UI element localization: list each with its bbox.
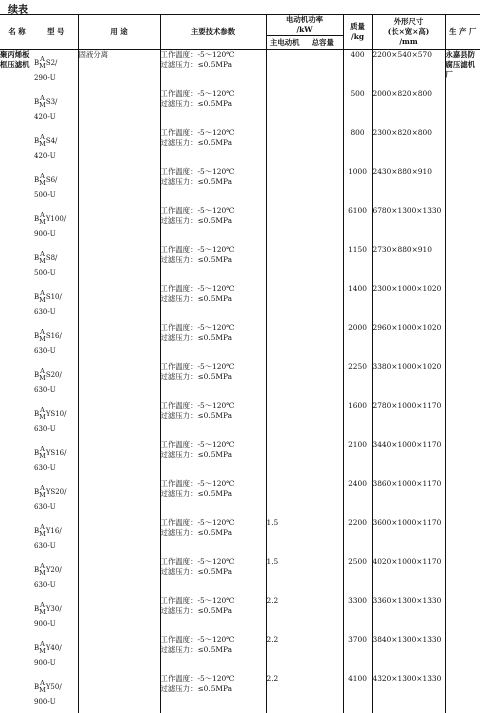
main-motor-cell <box>266 284 303 323</box>
model-stack <box>39 251 46 265</box>
filter-pressure: 过滤压力：≤0.5MPa <box>160 293 233 303</box>
working-temperature: 工作温度：-5～120℃ <box>160 478 235 488</box>
model-tail: 630-U <box>34 307 56 316</box>
working-temperature: 工作温度：-5～120℃ <box>160 595 235 605</box>
model-tail: 900-U <box>34 229 56 238</box>
total-capacity-cell <box>303 557 343 596</box>
dimensions-cell: 2200×540×570 <box>372 50 445 89</box>
mass-cell: 2500 <box>343 557 372 596</box>
total-capacity-cell <box>303 479 343 518</box>
model-code <box>34 206 66 239</box>
model-subscript: M <box>39 256 46 265</box>
dimensions-cell: 4320×1300×1330 <box>372 674 445 713</box>
model-tail: 630-U <box>34 424 56 433</box>
model-tail: 420-U <box>34 112 56 121</box>
header-model: 型 号 <box>34 15 78 50</box>
filter-pressure: 过滤压力：≤0.5MPa <box>160 332 233 342</box>
model-code <box>34 596 62 629</box>
model-tail: 500-U <box>34 190 56 199</box>
main-motor-cell: 2.2 <box>266 634 279 644</box>
model-tail: 630-U <box>34 502 56 511</box>
table-row <box>0 245 480 284</box>
main-motor-cell <box>266 50 303 89</box>
model-prefix: B <box>34 136 40 145</box>
total-capacity-cell <box>303 89 343 128</box>
working-temperature: 工作温度：-5～120℃ <box>160 400 235 410</box>
main-motor-cell: 1.5 <box>266 556 279 566</box>
model-cell <box>34 284 78 323</box>
model-stack <box>39 680 46 694</box>
mass-cell: 3300 <box>343 596 372 635</box>
total-capacity-cell <box>303 596 343 635</box>
dimensions-cell: 2000×820×800 <box>372 89 445 128</box>
table-row <box>0 596 480 635</box>
model-prefix: B <box>34 292 40 301</box>
dimensions-cell: 2780×1000×1170 <box>372 401 445 440</box>
working-temperature: 工作温度：-5～120℃ <box>160 50 235 59</box>
total-capacity-cell <box>303 206 343 245</box>
model-prefix: B <box>34 331 40 340</box>
dimensions-cell: 3600×1000×1170 <box>372 518 445 557</box>
filter-pressure: 过滤压力：≤0.5MPa <box>160 60 233 69</box>
header-main-motor: 主电动机 <box>266 36 303 50</box>
model-suffix: Y40/ <box>45 643 62 652</box>
working-temperature: 工作温度：-5～120℃ <box>160 322 235 332</box>
model-cell <box>34 635 78 674</box>
model-stack <box>39 407 46 421</box>
model-cell <box>34 128 78 167</box>
model-code <box>34 440 67 473</box>
params-cell <box>160 50 266 89</box>
model-stack <box>39 290 46 304</box>
main-motor-cell <box>266 167 303 206</box>
model-suffix: S8/ <box>45 253 58 262</box>
model-prefix: B <box>34 682 40 691</box>
model-prefix: B <box>34 526 40 535</box>
header-params: 主要技术参数 <box>160 15 266 50</box>
model-tail: 420-U <box>34 151 56 160</box>
params-cell <box>160 635 266 674</box>
model-cell <box>34 596 78 635</box>
params-cell <box>160 167 266 206</box>
params-cell <box>160 323 266 362</box>
manufacturer-cell: 永嘉县防腐压滤机厂 <box>445 50 476 79</box>
filter-pressure: 过滤压力：≤0.5MPa <box>160 137 233 147</box>
total-capacity-cell <box>303 284 343 323</box>
dimensions-cell: 4020×1000×1170 <box>372 557 445 596</box>
params-cell <box>160 362 266 401</box>
working-temperature: 工作温度：-5～120℃ <box>160 283 235 293</box>
filter-pressure: 过滤压力：≤0.5MPa <box>160 527 233 537</box>
model-subscript: M <box>39 529 46 538</box>
header-total-capacity: 总容量 <box>303 36 343 50</box>
table-row <box>0 128 480 167</box>
model-tail: 900-U <box>34 697 56 706</box>
dimensions-cell: 2300×1000×1020 <box>372 284 445 323</box>
model-subscript: M <box>39 685 46 694</box>
model-suffix: S2/ <box>45 59 58 67</box>
model-prefix: B <box>34 565 40 574</box>
model-superscript: A <box>40 327 45 336</box>
params-cell <box>160 206 266 245</box>
model-cell <box>34 440 78 479</box>
total-capacity-cell <box>303 635 343 674</box>
model-code <box>34 167 57 200</box>
main-motor-cell <box>266 362 303 401</box>
model-subscript: M <box>39 568 46 577</box>
model-subscript: M <box>39 100 46 109</box>
model-subscript: M <box>39 139 46 148</box>
header-use: 用 途 <box>78 15 160 50</box>
model-cell <box>34 245 78 284</box>
table-row <box>0 440 480 479</box>
params-cell <box>160 245 266 284</box>
model-tail: 500-U <box>34 268 56 277</box>
model-tail: 290-U <box>34 74 56 82</box>
mass-cell: 400 <box>343 50 372 89</box>
model-prefix: B <box>34 604 40 613</box>
model-subscript: M <box>39 178 46 187</box>
working-temperature: 工作温度：-5～120℃ <box>160 634 235 644</box>
model-tail: 630-U <box>34 385 56 394</box>
working-temperature: 工作温度：-5～120℃ <box>160 361 235 371</box>
working-temperature: 工作温度：-5～120℃ <box>160 244 235 254</box>
table-row <box>0 479 480 518</box>
working-temperature: 工作温度：-5～120℃ <box>160 673 235 683</box>
model-superscript: A <box>40 93 45 102</box>
model-superscript: A <box>40 639 45 648</box>
dimensions-cell: 3840×1300×1330 <box>372 635 445 674</box>
header-name: 名 称 <box>0 15 34 50</box>
model-cell <box>34 479 78 518</box>
model-code <box>34 518 62 551</box>
header-manufacturer: 生 产 厂 <box>445 15 480 50</box>
use-cell: 固液分离 <box>78 50 160 713</box>
dimensions-cell: 3860×1000×1170 <box>372 479 445 518</box>
filter-pressure: 过滤压力：≤0.5MPa <box>160 215 233 225</box>
mass-cell: 800 <box>343 128 372 167</box>
filter-pressure: 过滤压力：≤0.5MPa <box>160 254 233 264</box>
model-code <box>34 401 67 434</box>
params-cell <box>160 479 266 518</box>
model-suffix: YS16/ <box>45 448 67 457</box>
filter-pressure: 过滤压力：≤0.5MPa <box>160 488 233 498</box>
total-capacity-cell <box>303 362 343 401</box>
model-superscript: A <box>40 444 45 453</box>
mass-cell: 1400 <box>343 284 372 323</box>
model-cell <box>34 167 78 206</box>
model-cell <box>34 518 78 557</box>
model-tail: 900-U <box>34 658 56 667</box>
total-capacity-cell <box>303 440 343 479</box>
model-stack <box>39 485 46 499</box>
model-code <box>34 284 62 317</box>
model-cell <box>34 401 78 440</box>
params-cell <box>160 596 266 635</box>
header-motor-power: 电动机功率 /kW <box>266 15 343 36</box>
mass-cell: 1150 <box>343 245 372 284</box>
model-superscript: A <box>40 210 45 219</box>
model-cell <box>34 50 78 89</box>
model-cell <box>34 323 78 362</box>
model-cell <box>34 362 78 401</box>
params-cell <box>160 557 266 596</box>
product-name-cell: 聚丙烯板框压滤机 <box>0 50 30 69</box>
model-prefix: B <box>34 214 40 223</box>
model-subscript: M <box>39 646 46 655</box>
model-stack <box>39 368 46 382</box>
model-suffix: Y16/ <box>45 526 62 535</box>
model-stack <box>39 446 46 460</box>
dimensions-cell: 3360×1300×1330 <box>372 596 445 635</box>
model-subscript: M <box>39 217 46 226</box>
model-suffix: Y30/ <box>45 604 62 613</box>
model-code <box>34 635 62 668</box>
total-capacity-cell <box>303 674 343 713</box>
filter-pressure: 过滤压力：≤0.5MPa <box>160 566 233 576</box>
params-cell <box>160 440 266 479</box>
model-superscript: A <box>40 249 45 258</box>
model-subscript: M <box>39 295 46 304</box>
model-superscript: A <box>40 561 45 570</box>
main-motor-cell <box>266 479 303 518</box>
table-header <box>0 15 480 50</box>
model-suffix: YS20/ <box>45 487 67 496</box>
header-mass: 质量 /kg <box>343 15 372 50</box>
model-superscript: A <box>40 483 45 492</box>
model-subscript: M <box>39 490 46 499</box>
model-superscript: A <box>40 288 45 297</box>
table-row <box>0 323 480 362</box>
params-cell <box>160 284 266 323</box>
filter-pressure: 过滤压力：≤0.5MPa <box>160 371 233 381</box>
total-capacity-cell <box>303 128 343 167</box>
model-suffix: Y100/ <box>45 214 67 223</box>
main-motor-cell <box>266 440 303 479</box>
model-stack <box>39 56 46 70</box>
table-row <box>0 167 480 206</box>
model-prefix: B <box>34 448 40 457</box>
model-suffix: Y20/ <box>45 565 62 574</box>
working-temperature: 工作温度：-5～120℃ <box>160 88 235 98</box>
model-subscript: M <box>39 412 46 421</box>
working-temperature: 工作温度：-5～120℃ <box>160 517 235 527</box>
filter-pressure: 过滤压力：≤0.5MPa <box>160 410 233 420</box>
filter-pressure: 过滤压力：≤0.5MPa <box>160 176 233 186</box>
model-prefix: B <box>34 409 40 418</box>
mass-cell: 2100 <box>343 440 372 479</box>
model-stack <box>39 563 46 577</box>
table-row <box>0 635 480 674</box>
filter-pressure: 过滤压力：≤0.5MPa <box>160 683 233 693</box>
model-prefix: B <box>34 487 40 496</box>
mass-cell: 4100 <box>343 674 372 713</box>
model-cell <box>34 674 78 713</box>
continued-label: 续表 <box>8 5 28 16</box>
model-subscript: M <box>39 334 46 343</box>
params-cell <box>160 128 266 167</box>
main-motor-cell: 2.2 <box>266 595 279 605</box>
filter-pressure: 过滤压力：≤0.5MPa <box>160 605 233 615</box>
model-code <box>34 323 62 356</box>
model-prefix: B <box>34 175 40 184</box>
params-cell <box>160 401 266 440</box>
table-body <box>0 50 480 713</box>
model-subscript: M <box>39 62 46 70</box>
model-suffix: S10/ <box>45 292 62 301</box>
params-cell <box>160 518 266 557</box>
total-capacity-cell <box>303 50 343 89</box>
model-stack <box>39 95 46 109</box>
working-temperature: 工作温度：-5～120℃ <box>160 127 235 137</box>
model-prefix: B <box>34 253 40 262</box>
model-suffix: S16/ <box>45 331 62 340</box>
model-tail: 630-U <box>34 580 56 589</box>
model-stack <box>39 134 46 148</box>
table-row <box>0 50 480 89</box>
model-tail: 900-U <box>34 619 56 628</box>
main-motor-cell <box>266 323 303 362</box>
model-code <box>34 674 62 707</box>
model-superscript: A <box>40 600 45 609</box>
table-row <box>0 557 480 596</box>
working-temperature: 工作温度：-5～120℃ <box>160 556 235 566</box>
model-stack <box>39 173 46 187</box>
table-row <box>0 518 480 557</box>
total-capacity-cell <box>303 245 343 284</box>
model-suffix: S3/ <box>45 97 58 106</box>
model-suffix: S6/ <box>45 175 58 184</box>
mass-cell: 1000 <box>343 167 372 206</box>
main-motor-cell <box>266 89 303 128</box>
params-cell <box>160 674 266 713</box>
dimensions-cell: 2300×820×800 <box>372 128 445 167</box>
filter-pressure: 过滤压力：≤0.5MPa <box>160 449 233 459</box>
mass-cell: 500 <box>343 89 372 128</box>
model-superscript: A <box>40 678 45 687</box>
working-temperature: 工作温度：-5～120℃ <box>160 205 235 215</box>
model-superscript: A <box>40 522 45 531</box>
total-capacity-cell <box>303 401 343 440</box>
model-code <box>34 245 57 278</box>
model-tail: 630-U <box>34 346 56 355</box>
mass-cell: 1600 <box>343 401 372 440</box>
model-prefix: B <box>34 370 40 379</box>
mass-cell: 2200 <box>343 518 372 557</box>
model-subscript: M <box>39 607 46 616</box>
table-row <box>0 674 480 713</box>
main-motor-cell <box>266 401 303 440</box>
model-code <box>34 362 62 395</box>
spec-table <box>0 14 480 713</box>
model-superscript: A <box>40 55 45 63</box>
main-motor-cell <box>266 128 303 167</box>
model-stack <box>39 524 46 538</box>
model-stack <box>39 602 46 616</box>
model-stack <box>39 641 46 655</box>
table-row <box>0 284 480 323</box>
table-row <box>0 206 480 245</box>
mass-cell: 2250 <box>343 362 372 401</box>
model-suffix: Y50/ <box>45 682 62 691</box>
mass-cell: 3700 <box>343 635 372 674</box>
model-subscript: M <box>39 373 46 382</box>
model-suffix: S20/ <box>45 370 62 379</box>
model-stack <box>39 329 46 343</box>
dimensions-cell: 2730×880×910 <box>372 245 445 284</box>
model-stack <box>39 212 46 226</box>
params-cell <box>160 89 266 128</box>
header-dimensions: 外形尺寸 (长×宽×高) /mm <box>372 15 445 50</box>
model-code <box>34 128 57 161</box>
model-prefix: B <box>34 643 40 652</box>
model-subscript: M <box>39 451 46 460</box>
mass-cell: 6100 <box>343 206 372 245</box>
filter-pressure: 过滤压力：≤0.5MPa <box>160 644 233 654</box>
model-code <box>34 557 62 590</box>
mass-cell: 2000 <box>343 323 372 362</box>
model-cell <box>34 206 78 245</box>
model-code <box>34 479 67 512</box>
main-motor-cell: 1.5 <box>266 517 279 527</box>
dimensions-cell: 3380×1000×1020 <box>372 362 445 401</box>
model-cell <box>34 89 78 128</box>
model-suffix: YS10/ <box>45 409 67 418</box>
model-tail: 630-U <box>34 463 56 472</box>
dimensions-cell: 3440×1000×1170 <box>372 440 445 479</box>
model-superscript: A <box>40 171 45 180</box>
model-code <box>34 89 57 122</box>
total-capacity-cell <box>303 323 343 362</box>
model-code <box>34 50 57 83</box>
working-temperature: 工作温度：-5～120℃ <box>160 439 235 449</box>
filter-pressure: 过滤压力：≤0.5MPa <box>160 98 233 108</box>
main-motor-cell <box>266 245 303 284</box>
total-capacity-cell <box>303 167 343 206</box>
dimensions-cell: 2430×880×910 <box>372 167 445 206</box>
total-capacity-cell <box>303 518 343 557</box>
model-superscript: A <box>40 405 45 414</box>
model-tail: 630-U <box>34 541 56 550</box>
working-temperature: 工作温度：-5～120℃ <box>160 166 235 176</box>
table-row <box>0 401 480 440</box>
main-motor-cell <box>266 206 303 245</box>
dimensions-cell: 2960×1000×1020 <box>372 323 445 362</box>
model-superscript: A <box>40 132 45 141</box>
model-cell <box>34 557 78 596</box>
model-prefix: B <box>34 59 40 67</box>
table-row <box>0 362 480 401</box>
model-prefix: B <box>34 97 40 106</box>
mass-cell: 2400 <box>343 479 372 518</box>
main-motor-cell: 2.2 <box>266 673 279 683</box>
model-superscript: A <box>40 366 45 375</box>
table-row <box>0 89 480 128</box>
model-suffix: S4/ <box>45 136 58 145</box>
dimensions-cell: 6780×1300×1330 <box>372 206 445 245</box>
